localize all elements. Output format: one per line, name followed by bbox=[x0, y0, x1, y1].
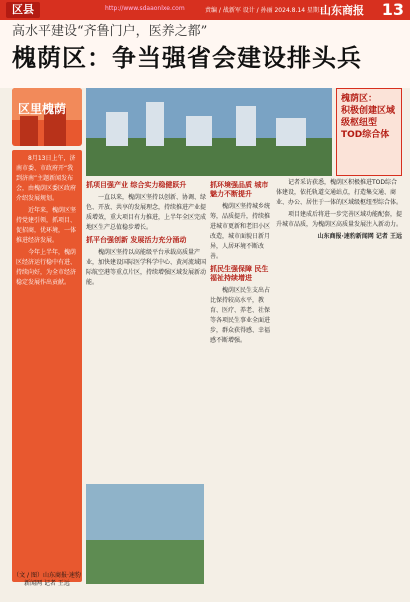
photo-building bbox=[146, 102, 164, 146]
newspaper-logo: 山东商报 bbox=[320, 4, 364, 17]
photo-ground bbox=[86, 540, 204, 584]
section-text: 一直以来，槐荫区坚持以创新、协调、绿色、开放、共享的发展理念，持续推进产业提质增效，重大项目有力推进，上半年全区完成地区生产总值稳步增长。 bbox=[86, 194, 207, 231]
middle-right-column bbox=[210, 178, 272, 348]
section-subhead: 抓环境强品质 城市魅力不断提升 bbox=[210, 181, 269, 198]
section-text: 槐荫区坚持城乡统筹，品质提升，持续推进城市更新和老旧小区改造，城市面貌日新月异，人居环境不断改善。 bbox=[210, 203, 271, 260]
sidebar-box bbox=[336, 88, 402, 176]
right-paragraph: 记者采访获悉，槐荫区积极推进TOD综合体建设，依托轨道交通站点，打造集交通、商业、办公、居住于一体的区域级枢纽型综合体。 bbox=[276, 179, 403, 206]
right-byline: 山东商报·速豹新闻网 记者 王远 bbox=[317, 233, 402, 240]
banner-title: 区里槐荫 bbox=[18, 102, 67, 116]
left-banner-image bbox=[12, 88, 82, 146]
article-headline: 槐荫区：争当强省会建设排头兵 bbox=[12, 43, 362, 72]
banner-building bbox=[20, 116, 38, 146]
aerial-photo bbox=[86, 88, 332, 176]
masthead-bar bbox=[0, 0, 410, 20]
photo-building bbox=[106, 112, 128, 146]
site-url[interactable]: http://www.sdaaonlxe.com bbox=[105, 5, 185, 12]
left-paragraph: 近年来，槐荫区坚持党建引领，抓项目、促招商，优环境，一体推进经济发展。 bbox=[16, 207, 77, 244]
article-kicker: 高水平建设“齐鲁门户，医养之都” bbox=[12, 24, 208, 39]
photo-building bbox=[186, 116, 212, 146]
section-badge: 区县 bbox=[6, 2, 40, 18]
sidebar-title: 积极创建区域级枢纽型TOD综合体 bbox=[341, 106, 396, 140]
photo-building bbox=[276, 118, 306, 146]
middle-left-column bbox=[86, 178, 206, 290]
sidebar-label: 槐荫区： bbox=[341, 94, 378, 104]
section-text: 槐荫区坚持以高能级平台承载高质量产业，加快建设国际医学科学中心、黄河流域国际航空港等重点片区，持续增强区域发展新动能。 bbox=[86, 249, 207, 286]
page-number: 13 bbox=[381, 0, 404, 19]
section-subhead: 抓项目强产业 综合实力稳健跃升 bbox=[86, 181, 187, 189]
left-credit: （文 / 图）山东商报·速豹新闻网 记者 王远 bbox=[13, 572, 81, 587]
left-column bbox=[12, 150, 82, 582]
right-paragraph: 项目建成后将进一步完善区域功能配套，提升城市品质，为槐荫区高质量发展注入新动力。 bbox=[276, 211, 403, 228]
section-subhead: 抓民生强保障 民生福祉持续增进 bbox=[210, 265, 269, 282]
section-subhead: 抓平台强创新 发展活力充分涌动 bbox=[86, 236, 187, 244]
left-paragraph: 今年上半年，槐荫区经济运行稳中有进、持续向好，为全市经济稳定发展作出贡献。 bbox=[16, 249, 77, 286]
photo-building bbox=[236, 106, 256, 146]
right-column bbox=[276, 178, 402, 242]
section-text: 槐荫区民生支出占比保持较高水平，教育、医疗、养老、社保等各项民生事业全面进步，群众获得感、幸福感不断增强。 bbox=[210, 287, 271, 344]
street-photo bbox=[86, 484, 204, 584]
left-paragraph: 8月13日上午，济南市委、市政府开“我到济南”主题新闻发布会，由槐荫区委区政府介绍发展规划。 bbox=[16, 155, 77, 202]
page-meta: 责编 / 战新军 设计 / 孙丽 2024.8.14 星期三 bbox=[205, 7, 325, 14]
